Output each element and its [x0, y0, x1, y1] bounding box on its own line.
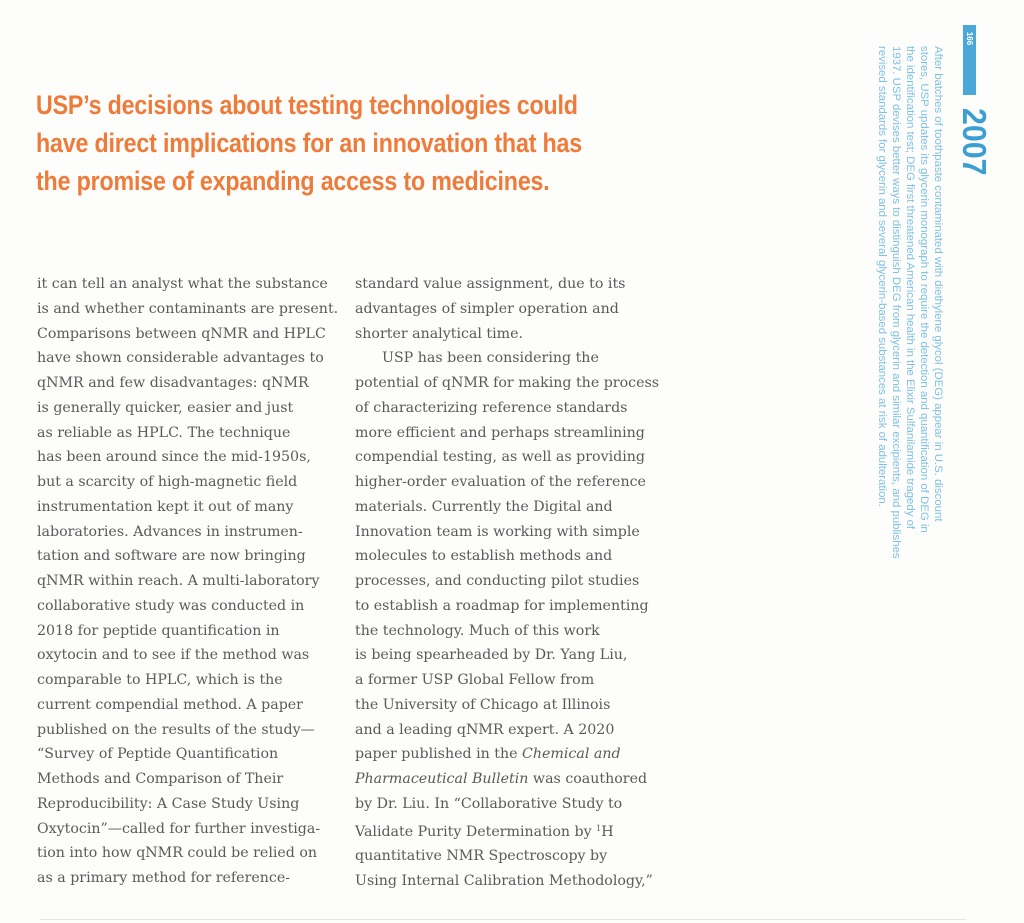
paragraph-start-line: USP has been considering the	[382, 350, 599, 367]
body-column-left	[37, 272, 338, 891]
body-line: Reproducibility: A Case Study Using	[37, 795, 300, 812]
body-line: oxytocin and to see if the method was	[37, 647, 310, 664]
timeline-note-line: 1937. USP devises better ways to distinguish DEG from glycerin and similar excipients, and publishes	[890, 46, 902, 559]
body-line: “Survey of Peptide Quantification	[37, 746, 279, 763]
body-line: Comparisons between qNMR and HPLC	[37, 325, 326, 342]
body-line: it can tell an analyst what the substance	[37, 276, 328, 292]
timeline-year	[958, 108, 992, 188]
body-column-right	[355, 272, 659, 894]
body-text: paper published in the	[355, 746, 523, 763]
body-line: higher-order evaluation of the reference	[355, 474, 646, 490]
body-line: but a scarcity of high-magnetic field	[37, 474, 298, 490]
timeline-note-line: After batches of toothpaste contaminated with diethylene glycol (DEG) appear in U.S. discount	[932, 46, 944, 522]
body-line: have shown considerable advantages to	[37, 350, 324, 367]
timeline-note	[873, 46, 945, 559]
body-line: Using Internal Calibration Methodology,”	[355, 873, 653, 889]
headline-line: USP’s decisions about testing technologies could	[36, 90, 578, 120]
body-text: Validate Purity Determination by	[355, 823, 597, 840]
body-line: by Dr. Liu. In “Collaborative Study to	[355, 795, 623, 812]
body-line: is and whether contaminants are present.	[37, 300, 339, 317]
body-line: is being spearheaded by Dr. Yang Liu,	[355, 647, 628, 664]
bottom-divider	[40, 919, 966, 920]
body-line: shorter analytical time.	[355, 325, 524, 342]
body-line: has been around since the mid-1950s,	[37, 449, 311, 466]
body-line: Innovation team is working with simple	[355, 523, 640, 540]
body-line: tation and software are now bringing	[37, 548, 306, 565]
body-text: H	[601, 823, 614, 840]
body-line: qNMR and few disadvantages: qNMR	[37, 375, 309, 391]
body-line: compendial testing, as well as providing	[355, 449, 645, 466]
body-line: instrumentation kept it out of many	[37, 498, 294, 515]
page-number	[963, 25, 976, 51]
body-line: Oxytocin”—called for further investiga-	[37, 820, 321, 837]
body-line: comparable to HPLC, which is the	[37, 672, 283, 688]
body-line: qNMR within reach. A multi-laboratory	[37, 573, 320, 589]
headline-line: have direct implications for an innovation that has	[36, 128, 583, 158]
body-line: standard value assignment, due to its	[355, 276, 626, 292]
body-line: molecules to establish methods and	[355, 548, 613, 565]
body-line	[355, 817, 659, 845]
body-line: current compendial method. A paper	[37, 696, 303, 713]
body-line: as a primary method for reference-	[37, 870, 291, 886]
body-line: tion into how qNMR could be relied on	[37, 845, 318, 862]
page-number-text: 166	[965, 31, 975, 45]
body-line: processes, and conducting pilot studies	[355, 573, 640, 589]
body-text: was coauthored	[528, 771, 648, 787]
isotope-superscript: 1	[596, 823, 602, 833]
headline	[36, 86, 655, 200]
journal-title: Pharmaceutical Bulletin	[355, 771, 529, 787]
body-line: quantitative NMR Spectroscopy by	[355, 848, 608, 865]
body-line: laboratories. Advances in instrumen-	[37, 523, 303, 540]
body-line: materials. Currently the Digital and	[355, 498, 613, 515]
body-line: the technology. Much of this work	[355, 622, 600, 639]
body-line: is generally quicker, easier and just	[37, 399, 294, 416]
body-line: to establish a roadmap for implementing	[355, 597, 649, 614]
body-line: more efficient and perhaps streamlining	[355, 424, 645, 441]
timeline-note-line: stores, USP updates its glycerin monograph to require the detection and quantification of DEG in	[918, 46, 930, 533]
body-line: advantages of simpler operation and	[355, 300, 619, 317]
body-line: and a leading qNMR expert. A 2020	[355, 721, 615, 738]
headline-line: the promise of expanding access to medicines.	[36, 166, 550, 196]
body-line	[355, 767, 659, 792]
timeline-year-text: 2007	[956, 108, 993, 176]
journal-title: Chemical and	[522, 746, 621, 763]
body-line: 2018 for peptide quantification in	[37, 622, 280, 639]
timeline-note-text	[875, 46, 945, 559]
body-line: as reliable as HPLC. The technique	[37, 424, 291, 441]
body-line	[355, 742, 659, 767]
body-line: of characterizing reference standards	[355, 399, 628, 416]
body-line: Methods and Comparison of Their	[37, 771, 284, 787]
body-line: collaborative study was conducted in	[37, 597, 305, 614]
timeline-note-line: the identification test; DEG first threatened American health in the Elixir Sulfanilamide tragedy of	[904, 46, 916, 530]
body-line: potential of qNMR for making the process	[355, 375, 660, 391]
body-line: a former USP Global Fellow from	[355, 672, 595, 688]
body-line: published on the results of the study—	[37, 721, 315, 738]
body-line: the University of Chicago at Illinois	[355, 696, 611, 713]
timeline-note-line: revised standards for glycerin and several glycerin-based substances at risk of adulteration.	[876, 46, 888, 507]
